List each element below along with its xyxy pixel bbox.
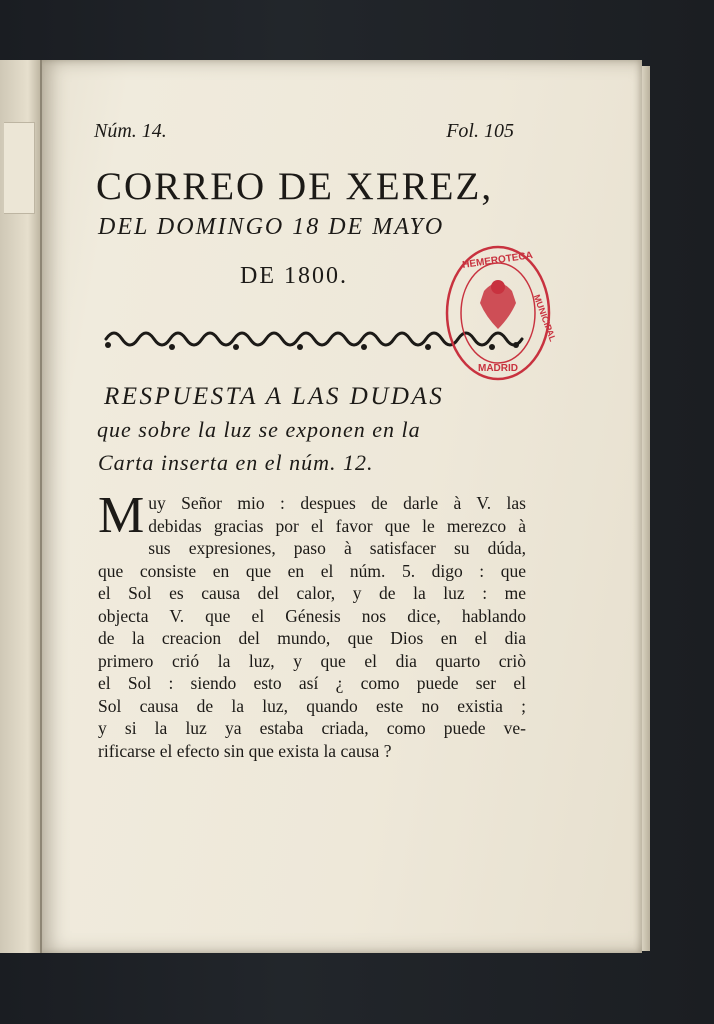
svg-text:MADRID: MADRID [478,363,518,374]
page-edge [642,66,650,951]
facing-page-edge [0,60,42,953]
body-line: y si la luz ya estaba criada, como puede ve- [98,718,526,738]
issue-number: Núm. 14. [94,120,167,142]
body-line: Sol causa de la luz, quando este no existia ; [98,695,526,716]
year-line: DE 1800. [240,263,348,289]
body-line: que consiste en que en el núm. 5. digo : que [98,560,526,581]
paper-tab [4,122,35,214]
drop-cap: M [98,487,145,544]
article-body [98,487,526,762]
dateline: DEL DOMINGO 18 DE MAYO [98,214,445,240]
body-line: rificarse el efecto sin que exista la causa ? [98,740,392,761]
body-line: primero crió la luz, y que el dia quarto criò [98,650,526,671]
page-header [94,120,514,144]
body-line: el Sol : siendo esto así ¿ como puede ser el [98,673,526,693]
body-line: debidas gracias por el favor que le merezco à [148,515,526,536]
body-line: sus expresiones, paso à satisfacer su dúda, [148,538,526,558]
article-subheading: que sobre la luz se exponen en la [97,417,421,442]
body-line: de la creacion del mundo, que Dios en el dia [98,628,526,648]
svg-text:MUNICIPAL: MUNICIPAL [531,293,558,343]
masthead-title: CORREO DE XEREZ, [96,165,494,208]
article-heading: RESPUESTA A LAS DUDAS [104,383,445,410]
newspaper-page [42,60,642,953]
folio-number: Fol. 105 [446,120,514,142]
library-stamp [444,243,558,383]
body-line: uy Señor mio : despues de darle à V. las [148,493,526,513]
svg-text:HEMEROTECA: HEMEROTECA [461,250,534,271]
body-line: objecta V. que el Génesis nos dice, hablando [98,605,526,626]
body-line: el Sol es causa del calor, y de la luz : me [98,583,526,603]
article-subheading-2: Carta inserta en el núm. 12. [98,450,374,475]
